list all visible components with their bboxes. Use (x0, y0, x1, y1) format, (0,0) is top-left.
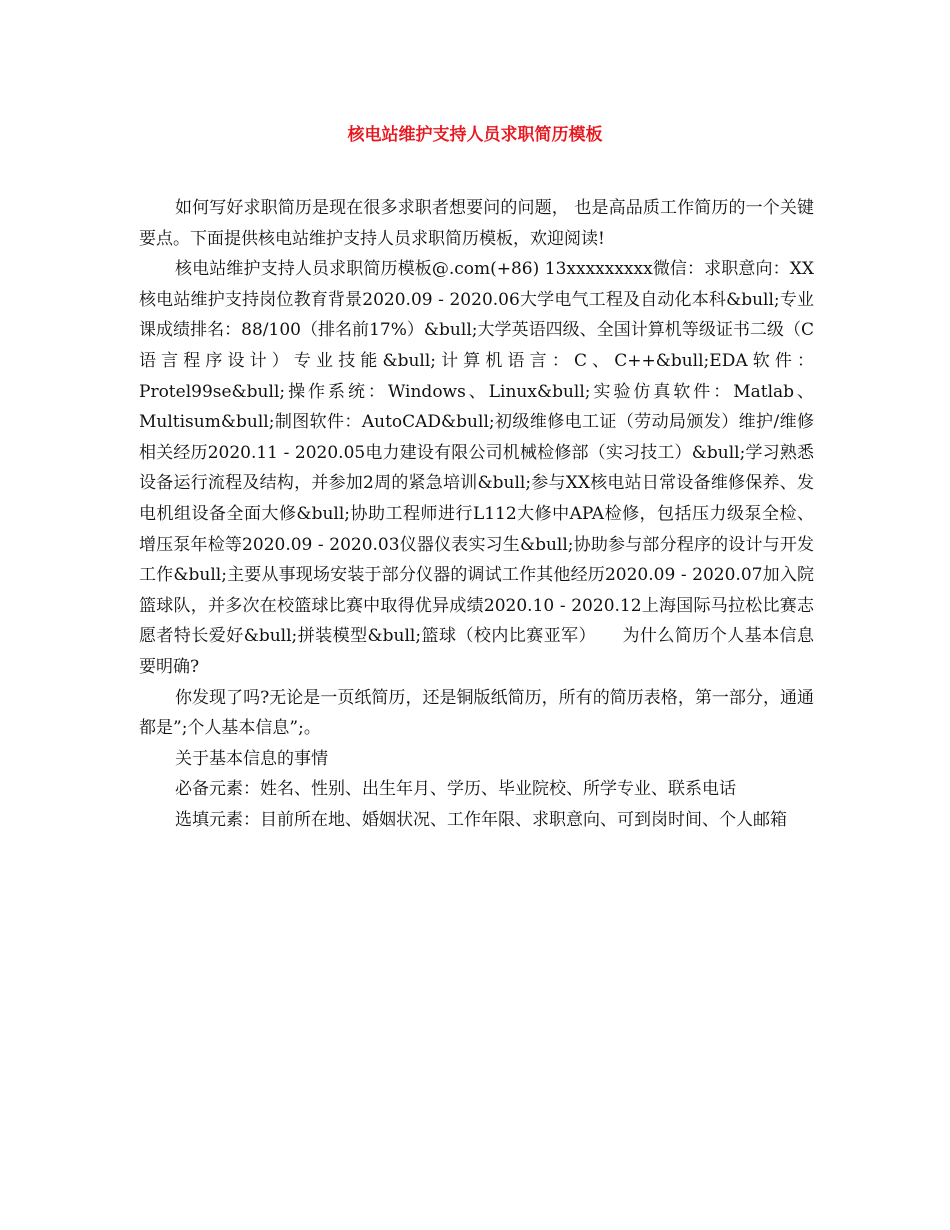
paragraph-optional-elements: 选填元素：目前所在地、婚姻状况、工作年限、求职意向、可到岗时间、个人邮箱 (175, 809, 787, 830)
paragraph-basic-info-question: 你发现了吗?无论是一页纸简历，还是铜版纸简历，所有的简历表格，第一部分，通通都是”;个人基本信息”;。 (139, 687, 814, 739)
document-body (139, 193, 814, 835)
paragraph-required-elements: 必备元素：姓名、性别、出生年月、学历、毕业院校、所学专业、联系电话 (175, 779, 736, 800)
paragraph-intro: 如何写好求职简历是现在很多求职者想要问的问题， 也是高品质工作简历的一个关键要点。下面提供核电站维护支持人员求职简历模板，欢迎阅读! (139, 198, 814, 249)
paragraph-basic-info-heading: 关于基本信息的事情 (175, 748, 328, 769)
paragraph-resume-template: 核电站维护支持人员求职简历模板@.com(+86) 13xxxxxxxxx微信：求职意向：XX核电站维护支持岗位教育背景2020.09 - 2020.06大学电气工程及自动化本科&bull;专业课成绩排名：88/100（排名前17%）&bull;大学英语四级、全国计算机等级证书二级（C语言程序设计）专业技能&bull;计算机语言：C、C++&bull;EDA软件：Protel99se&bull;操作系统：Windows、Linux&bull;实验仿真软件：Matlab、Multisum&bull;制图软件：AutoCAD&bull;初级维修电工证（劳动局颁发）维护/维修相关经历2020.11 - 2020.05电力建设有限公司机械检修部（实习技工）&bull;学习熟悉设备运行流程及结构，并参加2周的紧急培训&bull;参与XX核电站日常设备维修保养、发电机组设备全面大修&bull;协助工程师进行L112大修中APA检修，包括压力级泵全检、增压泵年检等2020.09 - 2020.03仪器仪表实习生&bull;协助参与部分程序的设计与开发工作&bull;主要从事现场安装于部分仪器的调试工作其他经历2020.09 - 2020.07加入院篮球队，并多次在校篮球比赛中取得优异成绩2020.10 - 2020.12上海国际马拉松比赛志愿者特长爱好&bull;拼装模型&bull;篮球（校内比赛亚军） 为什么简历个人基本信息要明确? (139, 259, 814, 677)
document-title: 核电站维护支持人员求职简历模板 (347, 125, 603, 145)
